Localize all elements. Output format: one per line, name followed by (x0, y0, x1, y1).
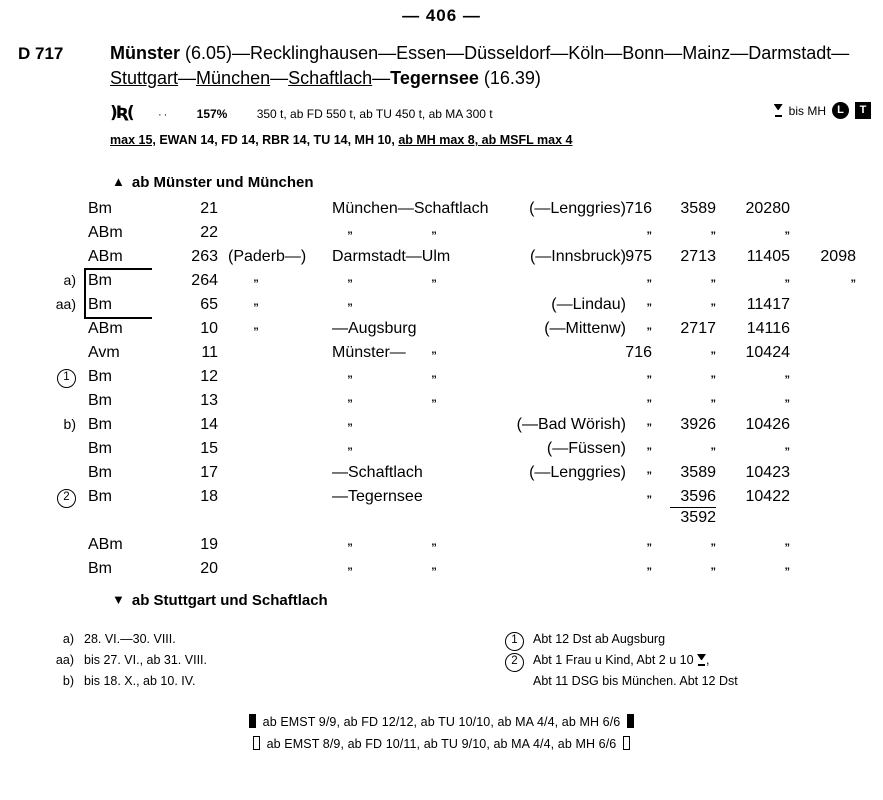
bottom-notes (0, 714, 883, 758)
number-col-3 (736, 560, 790, 578)
row-note: a) (63, 272, 76, 288)
footnotes-right (505, 632, 875, 695)
footnote-row (40, 632, 460, 653)
number-col-3 (736, 392, 790, 410)
section-heading-down (112, 592, 328, 609)
ditto-mark: ” (347, 278, 353, 290)
route-cell: —Schaftlach (332, 464, 423, 481)
car-type: ABm (88, 248, 123, 265)
row-note: b) (63, 416, 76, 432)
car-type: Bm (88, 464, 112, 481)
origin-cell: (Paderb—) (228, 248, 307, 265)
row-group-bracket (84, 268, 152, 319)
number-col-3: 10422 (745, 488, 790, 505)
route-line-2-part-1: — (178, 68, 197, 88)
ditto-mark: ” (646, 230, 652, 242)
number-col-2: 3596 (680, 488, 716, 505)
car-number: 20 (200, 560, 218, 577)
route-cell (322, 368, 378, 386)
ditto-mark: ” (646, 278, 652, 290)
number-col-1 (606, 536, 652, 554)
destination-cell (406, 344, 462, 362)
car-number: 12 (200, 368, 218, 385)
goblet-icon (774, 104, 783, 117)
train-code: D 717 (18, 44, 64, 63)
footnote-marker-circled (30, 488, 76, 508)
row-note: aa) (55, 296, 76, 312)
number-col-2: 2717 (680, 320, 716, 337)
ditto-mark: ” (646, 446, 652, 458)
car-number: 15 (200, 440, 218, 457)
filled-bar-icon (249, 714, 256, 728)
car-number: 11 (201, 344, 218, 361)
route-cell: —Tegernsee (332, 488, 423, 505)
number-col-1 (606, 464, 652, 482)
ditto-mark: ” (646, 326, 652, 338)
number-col-1 (606, 368, 652, 386)
footnote-marker-circled (30, 368, 76, 388)
number-col-1 (606, 440, 652, 458)
route-cell: Münster— (332, 344, 406, 361)
destination-cell: (—Lenggries) (529, 464, 626, 481)
spec-dots: ·· (157, 109, 170, 121)
number-col-3: 10423 (745, 464, 790, 481)
number-col-2 (668, 344, 716, 362)
car-type: Bm (88, 272, 112, 289)
car-number: 264 (191, 272, 218, 289)
circled-number-icon: 1 (57, 369, 76, 388)
footnote-key: b) (62, 674, 74, 688)
car-type: Avm (88, 344, 120, 361)
table-spacer-row (0, 512, 883, 536)
bottom-note-row (0, 736, 883, 758)
footnote-circled-marker (505, 653, 527, 672)
car-type: Bm (88, 488, 112, 505)
ditto-mark: ” (347, 398, 353, 410)
route-line-1 (110, 43, 849, 64)
train-table (0, 200, 883, 584)
bottom-note-text: ab EMST 9/9, ab FD 12/12, ab TU 10/10, ab MA 4/4, ab MH 6/6 (262, 715, 621, 729)
route-line-1-part-2: —Recklinghausen—Essen—Düsseldorf—Köln—Bonn—Mainz—Darmstadt— (232, 43, 850, 63)
number-col-1 (606, 416, 652, 434)
number-col-1 (606, 560, 652, 578)
ditto-mark: ” (253, 326, 259, 338)
number-col-3 (736, 224, 790, 242)
car-type: Bm (88, 368, 112, 385)
ditto-mark: ” (784, 374, 790, 386)
section-heading-up-label: ab Münster und München (131, 174, 314, 191)
number-col-3: 14116 (746, 320, 790, 337)
origin-cell (228, 296, 284, 314)
route-cell (322, 392, 378, 410)
footnote-row (40, 674, 460, 695)
route-cell: Darmstadt—Ulm (332, 248, 451, 265)
route-cell (322, 560, 378, 578)
footnote-key: aa) (55, 653, 74, 667)
route-line-2-part-6: Tegernsee (390, 68, 479, 88)
car-number: 18 (200, 488, 218, 505)
table-row (0, 368, 883, 392)
goblet-icon (697, 654, 706, 666)
ditto-mark: ” (784, 566, 790, 578)
number-col-3 (736, 368, 790, 386)
number-col-2 (668, 272, 716, 290)
ditto-mark: ” (431, 230, 437, 242)
car-number: 263 (191, 248, 218, 265)
number-col-1 (606, 488, 652, 506)
number-col-2: 3589 (680, 464, 716, 481)
footnote-text: bis 27. VI., ab 31. VIII. (84, 653, 207, 667)
route-cell (322, 440, 378, 458)
route-line-2 (110, 68, 541, 89)
footnote-row (505, 632, 875, 653)
destination-cell: (—Mittenw) (544, 320, 626, 337)
car-number: 19 (200, 536, 218, 553)
route-cell (322, 416, 378, 434)
footnote-row (40, 653, 460, 674)
footnote-text-suffix: , (706, 653, 710, 667)
footnotes-left (40, 632, 460, 695)
number-col-1 (606, 320, 652, 338)
route-cell (322, 272, 378, 290)
number-col-3 (736, 536, 790, 554)
route-line-1-part-1: (6.05) (180, 43, 233, 63)
destination-cell: (—Innsbruck) (529, 248, 626, 265)
table-row (0, 464, 883, 488)
footnote-text: Abt 12 Dst ab Augsburg (533, 632, 666, 646)
destination-cell (406, 368, 462, 386)
number-col-3 (736, 272, 790, 290)
number-col-2 (668, 296, 716, 314)
ditto-mark: ” (347, 374, 353, 386)
open-bar-icon (623, 736, 630, 750)
number-col-3: 10426 (745, 416, 790, 433)
origin-cell (228, 320, 284, 338)
number-col-1: 716 (625, 200, 652, 217)
spec-row (110, 103, 493, 123)
stacked-number: 3592 (680, 509, 716, 526)
destination-cell: (—Lenggries) (529, 200, 626, 217)
ditto-mark: ” (710, 374, 716, 386)
number-col-3: 11417 (746, 296, 790, 313)
spec-percent: 157% (196, 107, 228, 121)
ditto-mark: ” (646, 566, 652, 578)
table-row (0, 536, 883, 560)
route-cell: —Augsburg (332, 320, 417, 337)
ditto-mark: ” (431, 374, 437, 386)
spec-icons (774, 102, 871, 119)
circled-number-icon: 2 (57, 489, 76, 508)
footnote-text: Abt 11 DSG bis München. Abt 12 Dst (533, 674, 738, 688)
table-row (0, 440, 883, 464)
car-type: ABm (88, 224, 123, 241)
route-line-1-part-0: Münster (110, 43, 181, 63)
triangle-down-icon: ▼ (112, 592, 125, 607)
car-type: Bm (88, 440, 112, 457)
number-col-4: 2098 (820, 248, 856, 265)
table-row (0, 488, 883, 526)
car-type: ABm (88, 320, 123, 337)
number-col-2 (668, 536, 716, 554)
origin-cell (228, 272, 284, 290)
ditto-mark: ” (850, 278, 856, 290)
table-row (0, 200, 883, 224)
ditto-mark: ” (431, 566, 437, 578)
car-type: Bm (88, 200, 112, 217)
footnote-row-continuation (505, 674, 875, 695)
car-number: 22 (200, 224, 218, 241)
number-col-2 (668, 392, 716, 410)
destination-cell (406, 272, 462, 290)
number-col-4 (808, 272, 856, 290)
ditto-mark: ” (431, 398, 437, 410)
ditto-mark: ” (784, 542, 790, 554)
ditto-mark: ” (646, 494, 652, 506)
stacked-divider (670, 507, 716, 508)
ditto-mark: ” (784, 230, 790, 242)
ditto-mark: ” (347, 302, 353, 314)
number-col-1: 975 (625, 248, 652, 265)
number-col-1 (606, 272, 652, 290)
spec-weights: 350 t, ab FD 550 t, ab TU 450 t, ab MA 300 t (256, 107, 493, 121)
class-line-part-0: max 15, (110, 133, 156, 147)
ditto-mark: ” (431, 350, 437, 362)
number-col-2 (668, 368, 716, 386)
table-row (0, 320, 883, 344)
car-type: Bm (88, 392, 112, 409)
route-line-2-part-4: Schaftlach (288, 68, 373, 88)
filled-bar-icon (627, 714, 634, 728)
ditto-mark: ” (784, 278, 790, 290)
loading-gauge-icon: )Ʀ( (110, 103, 133, 123)
table-row (0, 560, 883, 584)
ditto-mark: ” (347, 446, 353, 458)
destination-cell (406, 392, 462, 410)
ditto-mark: ” (347, 542, 353, 554)
ditto-mark: ” (347, 230, 353, 242)
number-col-1 (606, 296, 652, 314)
ditto-mark: ” (431, 542, 437, 554)
page-number: — 406 — (402, 6, 481, 25)
number-col-3: 10424 (745, 344, 790, 361)
footnote-circled-marker (505, 632, 527, 651)
ditto-mark: ” (646, 470, 652, 482)
ditto-mark: ” (646, 422, 652, 434)
section-heading-up (112, 174, 314, 191)
ditto-mark: ” (431, 278, 437, 290)
table-row (0, 344, 883, 368)
ditto-mark: ” (710, 302, 716, 314)
destination-cell (406, 224, 462, 242)
number-col-2 (668, 224, 716, 242)
ditto-mark: ” (253, 278, 259, 290)
number-col-2 (668, 560, 716, 578)
ditto-mark: ” (710, 542, 716, 554)
number-col-1 (606, 392, 652, 410)
circled-number-icon: 1 (505, 632, 524, 651)
class-line-part-1: EWAN 14, FD 14, RBR 14, TU 14, MH 10, (155, 133, 399, 147)
car-type: ABm (88, 536, 123, 553)
ditto-mark: ” (347, 566, 353, 578)
bottom-note-row (0, 714, 883, 736)
ditto-mark: ” (710, 398, 716, 410)
ditto-mark: ” (253, 302, 259, 314)
car-type: Bm (88, 560, 112, 577)
badge-t-icon: T (855, 102, 871, 119)
number-col-2: 3926 (680, 416, 716, 433)
car-type: Bm (88, 416, 112, 433)
number-col-3: 20280 (745, 200, 790, 217)
section-heading-down-label: ab Stuttgart und Schaftlach (131, 592, 328, 609)
open-bar-icon (253, 736, 260, 750)
route-line-2-part-3: — (270, 68, 289, 88)
car-number: 13 (200, 392, 218, 409)
route-line-2-part-2: München (196, 68, 271, 88)
class-row (110, 133, 572, 147)
number-col-2 (668, 440, 716, 458)
ditto-mark: ” (710, 566, 716, 578)
ditto-mark: ” (710, 278, 716, 290)
number-col-1: 716 (625, 344, 652, 361)
car-number: 65 (200, 296, 218, 313)
car-number: 10 (200, 320, 218, 337)
ditto-mark: ” (347, 422, 353, 434)
footnote-text: Abt 1 Frau u Kind, Abt 2 u 10 , (533, 653, 710, 667)
route-cell: München—Schaftlach (332, 200, 489, 217)
badge-l-icon: L (832, 102, 849, 119)
ditto-mark: ” (710, 350, 716, 362)
number-col-1 (606, 224, 652, 242)
ditto-mark: ” (710, 230, 716, 242)
ditto-mark: ” (784, 398, 790, 410)
number-col-3 (736, 440, 790, 458)
ditto-mark: ” (646, 302, 652, 314)
footnote-key: a) (62, 632, 74, 646)
car-number: 14 (200, 416, 218, 433)
table-row (0, 224, 883, 248)
route-line-2-part-5: — (372, 68, 391, 88)
car-number: 21 (200, 200, 218, 217)
table-row (0, 416, 883, 440)
ditto-mark: ” (646, 398, 652, 410)
ditto-mark: ” (784, 446, 790, 458)
route-cell (322, 536, 378, 554)
route-line-2-part-0: Stuttgart (110, 68, 179, 88)
number-col-2: 3589 (680, 200, 716, 217)
destination-cell (406, 560, 462, 578)
ditto-mark: ” (710, 446, 716, 458)
number-col-2: 2713 (680, 248, 716, 265)
circled-number-icon: 2 (505, 653, 524, 672)
ditto-mark: ” (646, 374, 652, 386)
destination-cell (406, 536, 462, 554)
route-cell (322, 224, 378, 242)
route-cell (322, 296, 378, 314)
car-number: 17 (200, 464, 218, 481)
route-line-2-part-7: (16.39) (478, 68, 541, 88)
bottom-note-text: ab EMST 8/9, ab FD 10/11, ab TU 9/10, ab MA 4/4, ab MH 6/6 (266, 737, 617, 751)
restaurant-label: bis MH (788, 103, 826, 118)
footnote-row (505, 653, 875, 674)
destination-cell: (—Füssen) (546, 440, 626, 457)
class-line-part-2: ab MH max 8, ab MSFL max 4 (398, 133, 573, 147)
footnote-text: 28. VI.—30. VIII. (84, 632, 176, 646)
footnote-text: bis 18. X., ab 10. IV. (84, 674, 196, 688)
ditto-mark: ” (646, 542, 652, 554)
destination-cell: (—Bad Wörish) (516, 416, 626, 433)
table-row (0, 392, 883, 416)
number-col-3: 11405 (746, 248, 790, 265)
car-type: Bm (88, 296, 112, 313)
destination-cell: (—Lindau) (551, 296, 626, 313)
triangle-up-icon: ▲ (112, 174, 125, 189)
